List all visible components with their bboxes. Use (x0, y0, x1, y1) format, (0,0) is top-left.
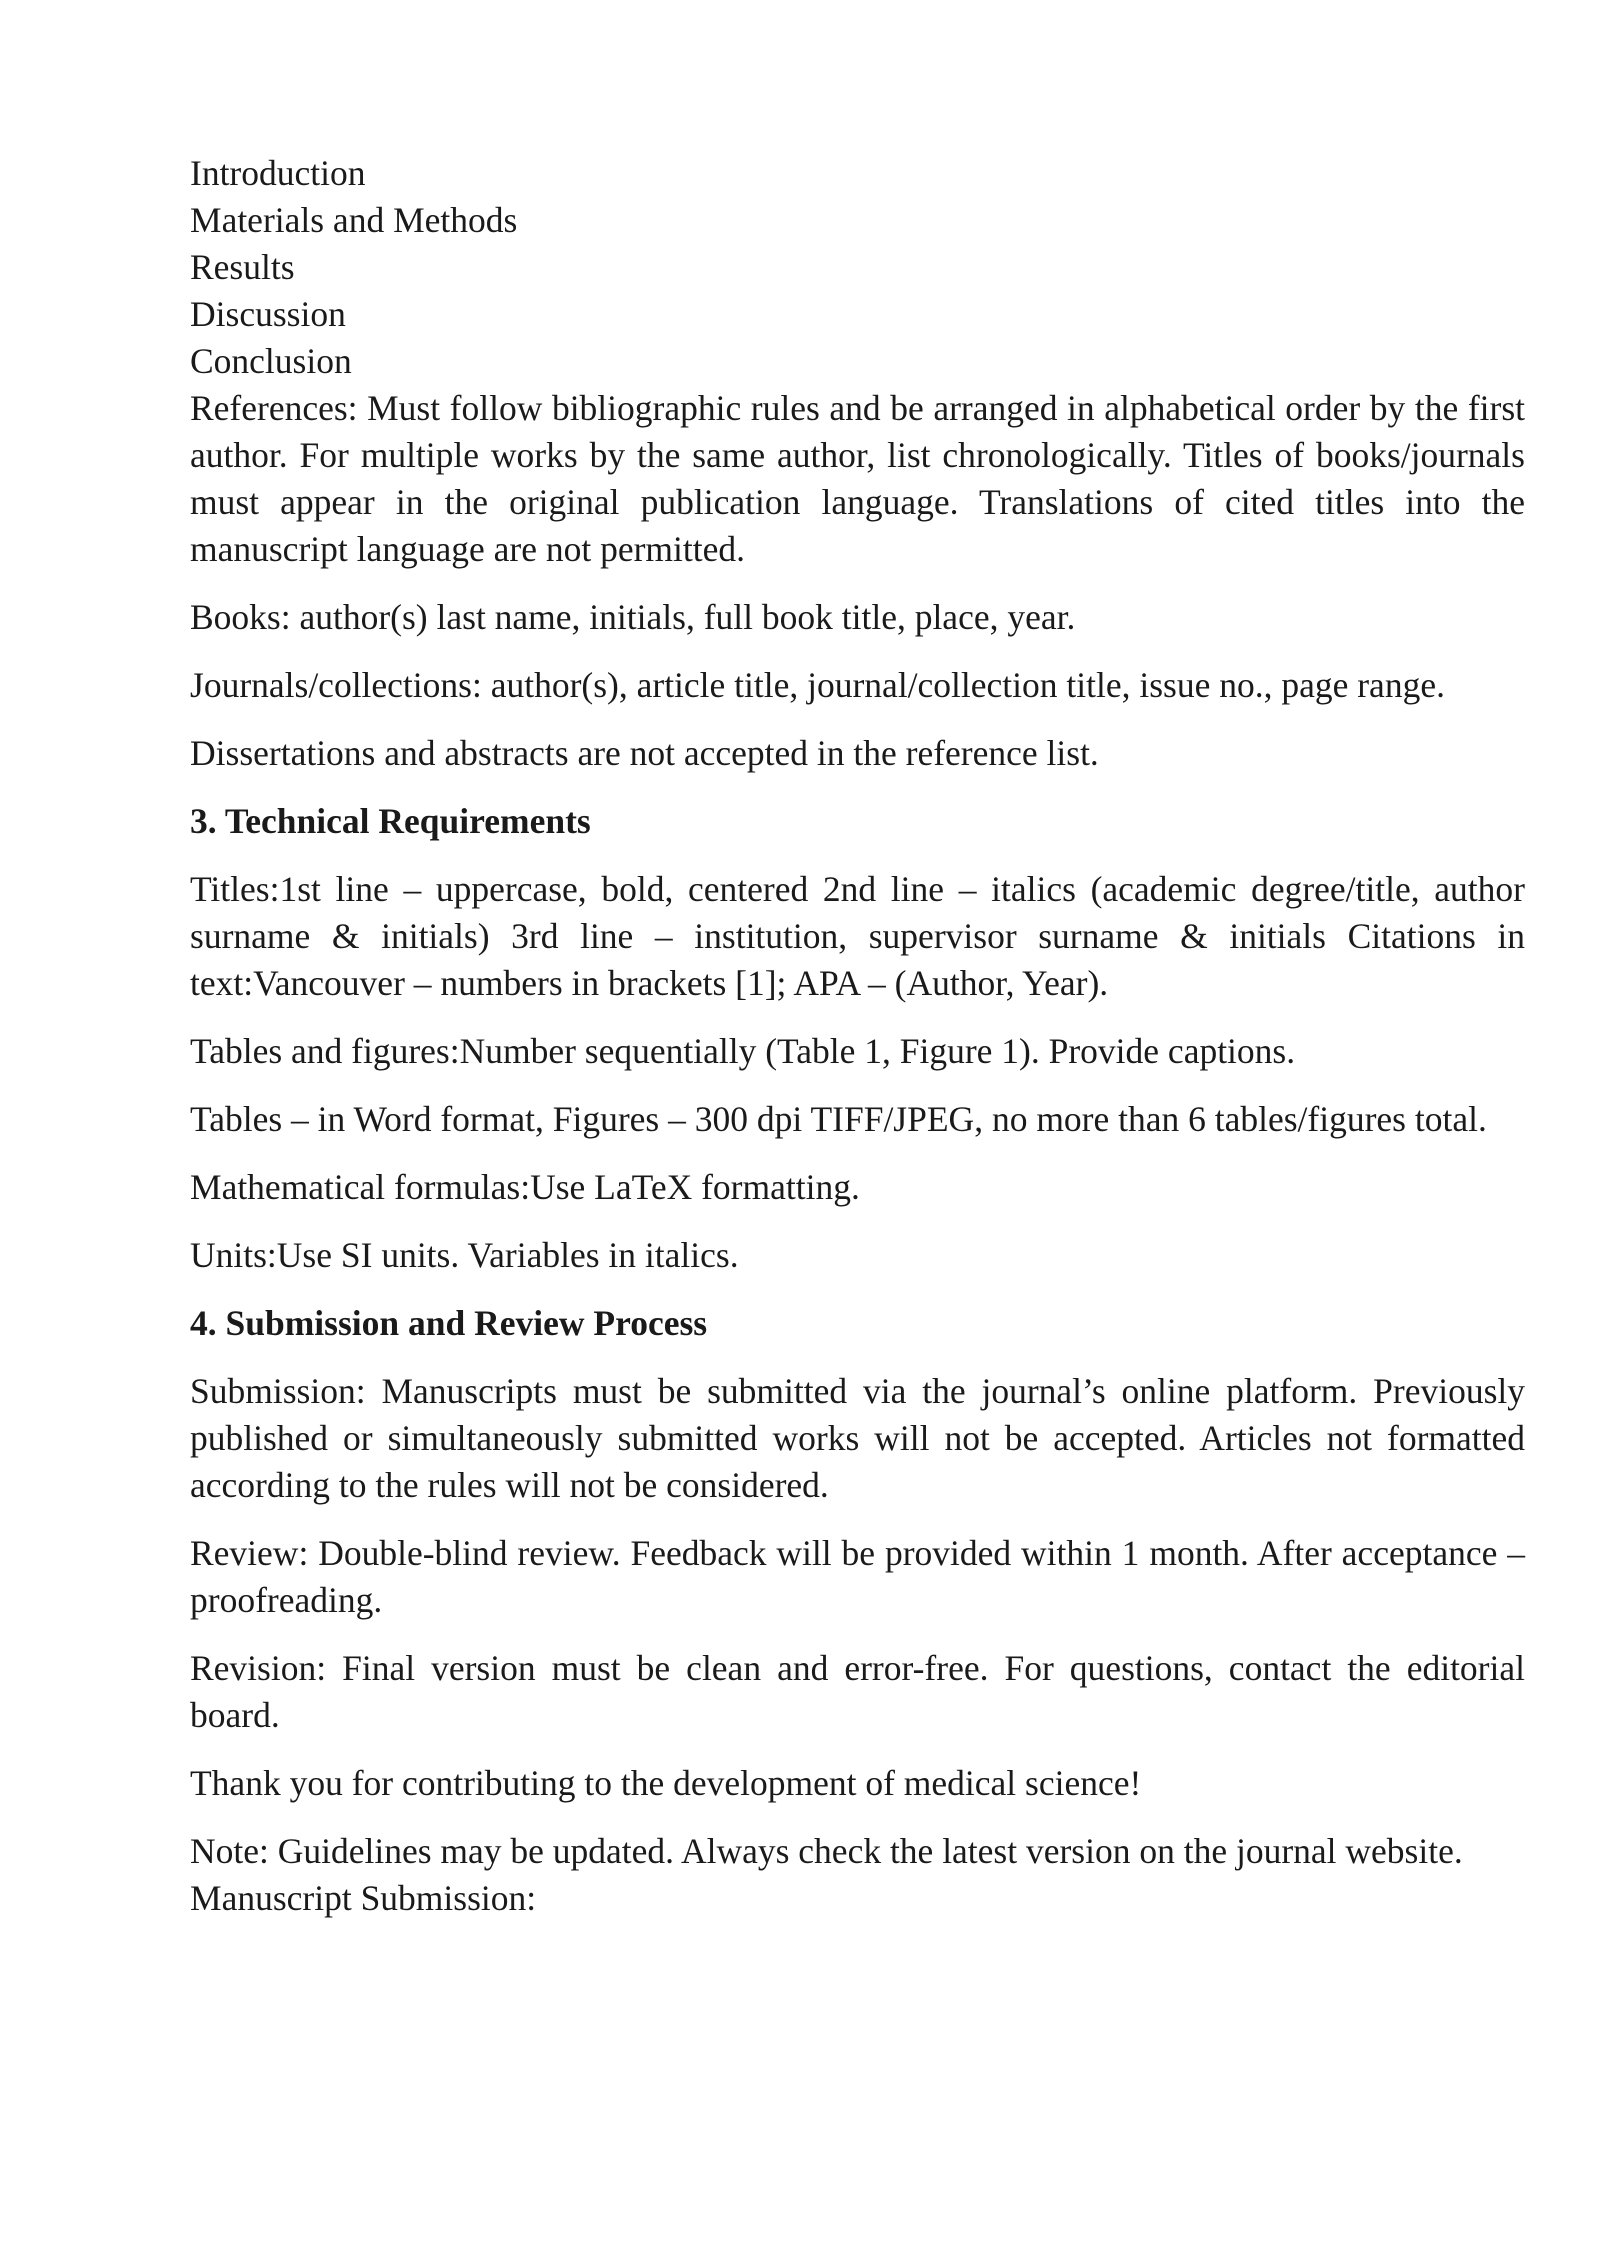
outline-discussion: Discussion (190, 294, 346, 334)
references-paragraph: References: Must follow bibliographic rules and be arranged in alphabetical order by the first author. For multiple works by the same author, list chronologically. Titles of books/journals must appear in the original publication language. Translations of cited titles into the manuscript language are not permitted. (190, 388, 1525, 569)
technical-requirements-heading: 3. Technical Requirements (190, 801, 591, 841)
submission-paragraph: Submission: Manuscripts must be submitted via the journal’s online platform. Previously published or simultaneously submitted works will not be accepted. Articles not formatted according to the rules will not be considered. (190, 1371, 1525, 1505)
tables-format-paragraph: Tables – in Word format, Figures – 300 dpi TIFF/JPEG, no more than 6 tables/figures total. (190, 1099, 1487, 1139)
units-paragraph: Units:Use SI units. Variables in italics. (190, 1235, 739, 1275)
titles-paragraph: Titles:1st line – uppercase, bold, centered 2nd line – italics (academic degree/title, author surname & initials) 3rd line – institution, supervisor surname & initials Citations in text:Vancouver – numbers in brackets [1]; APA – (Author, Year). (190, 869, 1525, 1003)
formulas-paragraph: Mathematical formulas:Use LaTeX formatting. (190, 1167, 860, 1207)
document-page (190, 150, 1525, 1922)
outline-conclusion: Conclusion (190, 341, 352, 381)
outline-introduction: Introduction (190, 153, 366, 193)
tables-figures-paragraph: Tables and figures:Number sequentially (Table 1, Figure 1). Provide captions. (190, 1031, 1296, 1071)
books-format-paragraph: Books: author(s) last name, initials, full book title, place, year. (190, 597, 1076, 637)
manuscript-submission-label: Manuscript Submission: (190, 1878, 537, 1918)
submission-review-heading: 4. Submission and Review Process (190, 1303, 708, 1343)
revision-paragraph: Revision: Final version must be clean and error-free. For questions, contact the editorial board. (190, 1648, 1525, 1735)
journals-format-paragraph: Journals/collections: author(s), article title, journal/collection title, issue no., page range. (190, 665, 1445, 705)
outline-materials-methods: Materials and Methods (190, 200, 518, 240)
dissertations-paragraph: Dissertations and abstracts are not accepted in the reference list. (190, 733, 1099, 773)
outline-results: Results (190, 247, 295, 287)
note-paragraph: Note: Guidelines may be updated. Always check the latest version on the journal website. (190, 1831, 1463, 1871)
thanks-paragraph: Thank you for contributing to the development of medical science! (190, 1763, 1142, 1803)
review-paragraph: Review: Double-blind review. Feedback will be provided within 1 month. After acceptance – proofreading. (190, 1533, 1525, 1620)
